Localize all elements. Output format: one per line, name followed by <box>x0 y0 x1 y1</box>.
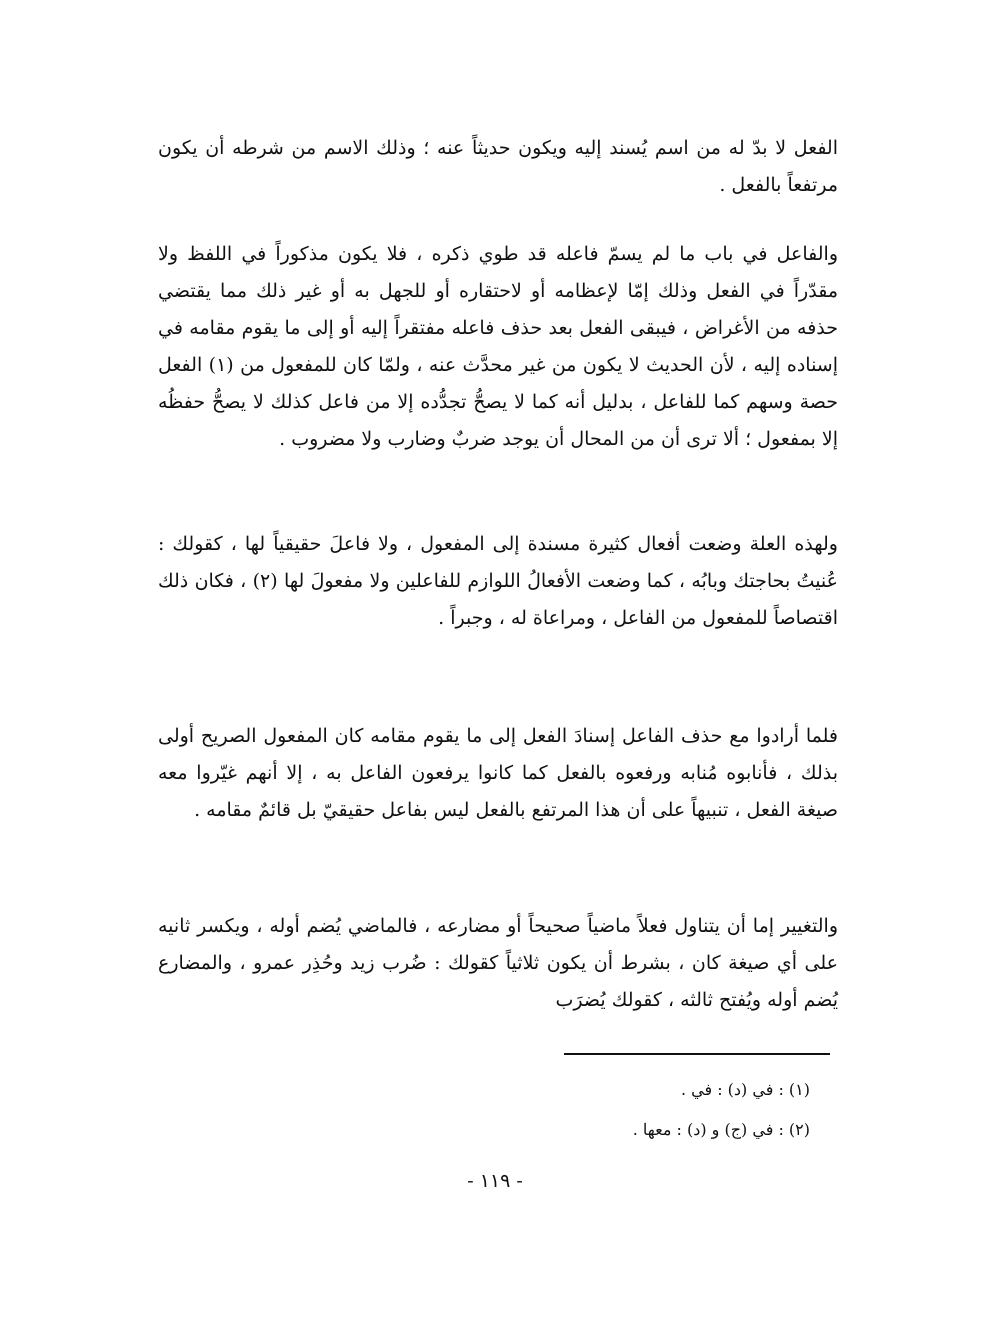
footnote-2: (٢) : في (ج) و (د) : معها . <box>632 1120 810 1139</box>
paragraph-text: الفعل لا بدّ له من اسم يُسند إليه ويكون حديثاً عنه ؛ وذلك الاسم من شرطه أن يكون مرتفعاً بالفعل . <box>158 137 838 196</box>
paragraph-text: فلما أرادوا مع حذف الفاعل إسنادَ الفعل إلى ما يقوم مقامه كان المفعول الصريح أولى بذلك ، فأنابوه مُنابه ورفعوه بالفعل كما كانوا يرفعون الفاعل به ، إلا أنهم غيّروا معه صيغة الفعل ، تنبيهاً على أن هذا المرتفع بالفعل ليس بفاعل حقيقيّ بل قائمٌ مقامه . <box>158 725 838 821</box>
footnote-1: (١) : في (د) : في . <box>680 1080 810 1099</box>
footnote-divider <box>564 1053 830 1055</box>
paragraph-4 <box>158 718 838 829</box>
paragraph-5 <box>158 908 838 1019</box>
paragraph-3 <box>158 526 838 637</box>
paragraph-text: والتغيير إما أن يتناول فعلاً ماضياً صحيحاً أو مضارعه ، فالماضي يُضم أوله ، ويكسر ثانيه على أي صيغة كان ، بشرط أن يكون ثلاثياً كقولك : ضُرب زيد وحُذِر عمرو ، والمضارع يُضم أوله ويُفتح ثالثه ، كقولك يُضرَب <box>158 915 838 1011</box>
paragraph-1 <box>158 130 838 204</box>
paragraph-text: ولهذه العلة وضعت أفعال كثيرة مسندة إلى المفعول ، ولا فاعلَ حقيقياً لها ، كقولك : عُنيتُ بحاجتك وبابُه ، كما وضعت الأفعالُ اللوازم للفاعلين ولا مفعولَ لها (٢) ، فكان ذلك اقتصاصاً للمفعول من الفاعل ، ومراعاة له ، وجبراً . <box>158 533 838 629</box>
paragraph-text: والفاعل في باب ما لم يسمّ فاعله قد طوي ذكره ، فلا يكون مذكوراً في اللفظ ولا مقدّراً في الفعل وذلك إمّا لإعظامه أو لاحتقاره أو للجهل به أو غير ذلك مما يقتضي حذفه من الأغراض ، فيبقى الفعل بعد حذف فاعله مفتقراً إليه أو إلى ما يقوم مقامه في إسناده إليه ، لأن الحديث لا يكون من غير محدَّث عنه ، ولمّا كان للمفعول من (١) الفعل حصة وسهم كما للفاعل ، بدليل أنه كما لا يصحُّ تجدُّده إلا من فاعل كذلك لا يصحُّ حفظُه إلا بمفعول ؛ ألا ترى أن من المحال أن يوجد ضربٌ وضارب ولا مضروب . <box>158 243 839 450</box>
paragraph-2 <box>158 236 838 458</box>
page-number: - ١١٩ - <box>467 1170 523 1192</box>
